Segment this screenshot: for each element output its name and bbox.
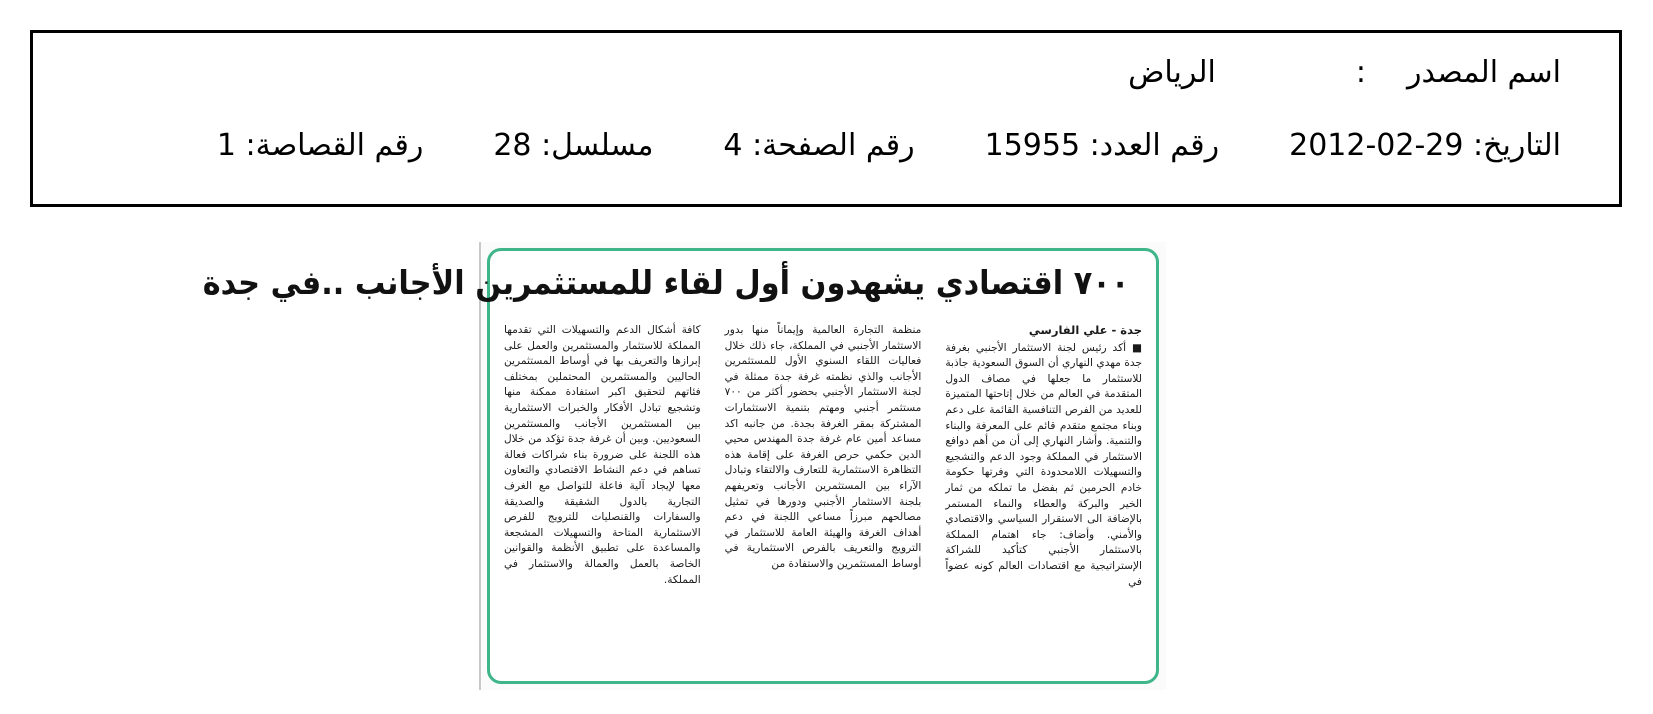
article-headline: ٧٠٠ اقتصادي يشهدون أول لقاء للمستثمرين الأجانب ..في جدة <box>202 263 1130 302</box>
serial-field <box>493 128 653 163</box>
source-info-box <box>30 30 1622 207</box>
issue-field <box>985 128 1219 163</box>
source-row <box>1128 55 1561 90</box>
clip-value: 1 <box>216 128 236 163</box>
source-label: اسم المصدر <box>1406 55 1561 90</box>
article-column-2 <box>725 323 922 673</box>
source-value: الرياض <box>1128 55 1216 90</box>
article-column-2-text: منظمة التجارة العالمية وإيماناً منها بدور الاستثمار الأجنبي في المملكة، جاء ذلك خلال فعاليات اللقاء السنوي الأول للمستثمرين الأجانب والذي نظمته غرفة جدة ممثلة في لجنة الاستثمار الأجنبي بحضور أكثر من ٧٠٠ مستثمر أجنبي ومهتم بتنمية الاستثمارات المشتركة بمقر الغرفة بجدة. من جانبه اكد مساعد أمين عام غرفة جدة المهندس محيي الدين حكمي حرص الغرفة على إقامة هذه التظاهرة الاستثمارية للتعارف والالتقاء وتبادل الآراء بين المستثمرين الأجانب وتعريفهم بلجنة الاستثمار الأجنبي ودورها في تمثيل مصالحهم مبرزاً مساعي اللجنة في دعم أهداف الغرفة والهيئة العامة للاستثمار في الترويج والتعريف بالفرص الاستثمارية في أوساط المستثمرين والاستفادة من <box>724 324 922 570</box>
serial-value: 28 <box>493 128 532 163</box>
article-column-1-text: ■ أكد رئيس لجنة الاستثمار الأجنبي بغرفة جدة مهدي النهاري أن السوق السعودية جاذبة للاستثمار ما جعلها في مصاف الدول المتقدمة في العالم من خلال إتاحتها المتميزة للعديد من الفرص التنافسية القائمة على دعم وبناء مجتمع متقدم قائم على المعرفة والبناء والتنمية. وأشار النهاري إلى أن من أهم دوافع الاستثمار في المملكة وجود الدعم والتشجيع والتسهيلات اللامحدودة التي وفرتها حكومة خادم الحرمين ثم بفضل ما تملكه من ثمار الخير والبركة والعطاء والنماء المستمر بالإضافة الى الاستقرار السياسي والاقتصادي والأمني. وأضاف: جاء اهتمام المملكة بالاستثمار الأجنبي كتأكيد للشراكة الإستراتيجية مع اقتصادات العالم كونه عضواً في <box>945 341 1142 588</box>
date-value: 2012-02-29 <box>1289 128 1464 163</box>
article-byline: جدة - علي الفارسي <box>1028 323 1142 337</box>
serial-label: مسلسل: <box>541 128 654 163</box>
article-column-3 <box>504 323 701 673</box>
date-field <box>1289 128 1561 163</box>
newspaper-clipping <box>202 242 1166 690</box>
page-label: رقم الصفحة: <box>752 128 915 163</box>
page-value: 4 <box>723 128 743 163</box>
clipping-frame <box>202 248 1159 684</box>
metadata-row <box>217 128 1561 163</box>
article-column-1 <box>945 323 1142 673</box>
page-field <box>723 128 914 163</box>
issue-value: 15955 <box>984 128 1081 163</box>
issue-label: رقم العدد: <box>1089 128 1220 163</box>
clip-field <box>217 128 423 163</box>
article-column-3-text: كافة أشكال الدعم والتسهيلات التي تقدمها المملكة للاستثمار والمستثمرين والعمل على إبرازها والتعريف بها في أوساط المستثمرين الحاليين والمستثمرين المحتملين بمختلف فئاتهم لتحقيق اكبر استفادة ممكنة منها وتشجيع تبادل الأفكار والخبرات الاستثمارية بين المستثمرين الأجانب والمستثمرين السعوديين. وبين أن غرفة جدة تؤكد من خلال هذه اللجنة على ضرورة بناء شراكات فعالة تساهم في دعم النشاط الاقتصادي والتعاون معها لإيجاد آلية فاعلة للتواصل مع الغرف التجارية بالدول الشقيقة والصديقة والسفارات والقنصليات للترويج للفرص الاستثمارية المتاحة والتسهيلات المشجعة والمساعدة على تطبيق الأنظمة والقوانين الخاصة بالعمل والعمالة والاستثمار في المملكة. <box>503 324 701 586</box>
source-separator: : <box>1355 55 1366 90</box>
date-label: التاريخ: <box>1473 128 1561 163</box>
article-columns <box>504 323 1142 673</box>
clip-label: رقم القصاصة: <box>245 128 424 163</box>
